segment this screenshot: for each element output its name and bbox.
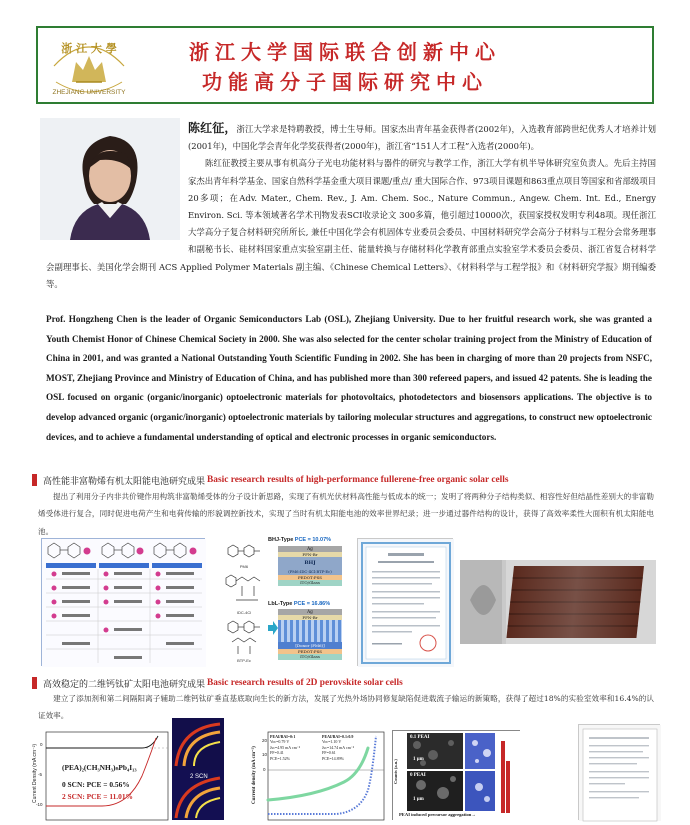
svg-text:BTP-Ec: BTP-Ec [237,658,251,663]
sem-images-figure [392,730,520,820]
device2-stack [278,609,342,660]
acceptor-structures-figure [222,538,266,666]
device2-lbl-layer [278,620,342,642]
device-structure-figure [268,537,348,667]
svg-text:浙 江 大 學: 浙 江 大 學 [61,42,117,55]
arrow-right-icon [268,621,278,635]
jv-curve-chart [32,726,170,820]
bio-english: Prof. Hongzheng Chen is the leader of Organic Semiconductors Lab (OSL), Zhejiang University. Due to her fruitful research work, she was granted a Youth Chemist Honor of Chinese Chemical Society in 2000. She was also selected for the center scholar training project from the Ministry of Education of China in 2001, and was granted a National Outstanding Youth Scientific Funding in 2002. She has been in charging of more than 20 projects from NSFC, MOST, Zhejiang Province and Ministry of Education of China, and has published more than 300 refereed papers, and issued 42 patents. She is leading the OSL focused on organic (organic/inorganic) optoelectronic materials for photovoltaics, photodetectors and biosensors applications. The objective is to develop advanced organic (organic/inorganic) optoelectronic materials by tailoring molecular structures and aggregations, to construct new optoelectronic devices, and to achieve a fundamental understanding of optical and electronic processes in organic semiconductors. [46,314,652,442]
section2-text: 建立了添加剂和第二间隔阳离子辅助二维钙钛矿垂直基底取向生长的新方法，发展了光热外场协同修复缺陷促进载流子输运的新策略，获得了超过18%的实验室效率和16.4%的认证效率。 [38,694,654,721]
device1-pce: PCE = 10.07% [294,537,332,543]
jv2-tick: 20 [262,738,268,743]
device1-layer: PEDOT:PSS [278,575,342,580]
section2-title-cn: 高效稳定的二维钙钛矿太阳电池研究成果 [43,679,206,690]
sem-scale-2: 1 μm [413,797,424,802]
flexible-module-photo [460,560,656,644]
section1-title-cn: 高性能非富勒烯有机太阳能电池研究成果 [43,476,206,487]
device1-layer: BHJ [278,557,342,569]
device1-stack [278,546,342,586]
svg-text:IDC-4Cl: IDC-4Cl [236,610,252,615]
sem-scale-1: 1 μm [413,757,424,762]
molecule-structures-figure [41,538,205,666]
header-title-line2: 功能高分子国际研究中心 [202,70,488,94]
device2-layer: PFN-Br [278,615,342,620]
jv-tick: 0 [40,742,43,747]
device1-title: BHJ-Type [268,537,294,543]
header-title-line1: 浙江大学国际联合创新中心 [189,40,501,64]
counts-ylabel: Counts (a.u.) [393,759,398,785]
section1-heading [32,473,509,487]
device2-title: LbL-Type [268,601,293,607]
jv-curve-chart-2 [252,730,386,820]
device2-pce: PCE = 16.86% [293,601,331,607]
giwaxs-label: 2 SCN [190,774,208,780]
jv2-legend-1: PEAI/BAI=0:1 Voc=0.79 V Jsc=4.95 mA cm⁻² FF=0.41 PCE=1.52% [270,734,301,761]
certificate-figure-2 [578,724,660,820]
jv2-legend-2: PEAI/BAI=0.1:0.9 Voc=1.10 V Jsc=14.74 mA cm⁻² FF=0.61 PCE=14.89% [322,734,355,761]
device2-layer: PEDOT:PSS [278,649,342,654]
jv2-ylabel: Current density (mA cm⁻²) [252,746,257,804]
legend-0scn: 0 SCN: PCE = 0.56% [62,780,130,789]
device1-layer: (PM6:IDC-4Cl:BTP-Ec) [278,569,342,575]
section1-title-en: Basic research results of high-performance fullerene-free organic solar cells [207,475,509,485]
device2-layer: Ag [278,609,342,615]
bio-chinese [46,120,656,293]
bio-cn-para1: 浙江大学求是特聘教授，博士生导师。国家杰出青年基金获得者(2002年)，入选教育部跨世纪优秀人才培养计划(2001年)，中国化学会青年化学奖获得者(2000年)，浙江省“151人才工程”入选者(2000年)。 [188,124,656,152]
jv2-tick: 10 [262,752,268,757]
section-marker [32,474,37,486]
bio-cn-para2: 陈红征教授主要从事有机高分子光电功能材料与器件的研究与教学工作，浙江大学有机半导体研究室负责人。先后主持国家杰出青年科学基金、国家自然科学基金重大项目课题/重点/ 重大国际合作、973项目课题和863重点项目等国家和省部级项目20多项；在Adv. Mater., Chem. Rev., J. Am. Chem. Soc., Nature Commun., Angew. Chem. Int. Ed., Energy Environ. Sci. 等本领域著名学术刊物发表SCI收录论文 300多篇，他引超过10000次，获国家授权发明专利48项。现任浙江大学高分子复合材料研究所所长, 兼任中国化学会有机固体专业委员会委员、中国材料研究学会高分子材料与工程分会常务理事和副秘书长、硅材料国家重点实验室副主任、能量转换与存储材料化学教育部重点实验室学术委员会委员、浙江省复合材料学会副理事长、美国化学会期刊 ACS Applied Polymer Materials 副主编、《Chinese Chemical Letters》、《材料科学与工程学报》和《材料研究学报》期刊编委等。 [46,158,656,289]
svg-text:ZHEJIANG UNIVERSITY: ZHEJIANG UNIVERSITY [52,89,126,96]
jv-tick: -10 [36,802,43,807]
header-box [36,26,654,104]
sem-label-2: 0 PEAI [410,773,426,778]
giwaxs-image [172,718,224,820]
legend-2scn: 2 SCN: PCE = 11.01% [62,792,133,801]
section1-text: 提出了利用分子内非共价键作用构筑非富勒烯受体的分子设计新思路，实现了有机光伏材料高性能与低成本的统一；发明了将两种分子结构类似、相容性好但结晶性差别大的非富勒烯受体进行复合，同时促进电荷产生和电荷传输的形貌调控新技术，实现了当时有机太阳能电池的效率世界纪录；进一步通过器件结构的设计，获得了高效率柔性大面积有机太阳能电池。 [38,492,654,536]
section2-heading [32,676,403,690]
device1-layer: PFN-Br [278,552,342,557]
jv-tick: -5 [38,772,43,777]
device2-layer: [Donor (PM6)] [278,642,342,649]
section2-title-en: Basic research results of 2D perovskite solar cells [207,678,403,688]
device1-layer: ITO/Glass [278,580,342,586]
device1-layer: Ag [278,546,342,552]
sem-label-1: 0.1 PEAI [410,735,430,740]
certificate-figure [357,538,453,666]
jv-ylabel: Current Density (mA cm⁻²) [32,743,38,803]
device2-layer: ITO/Glass [278,654,342,660]
section-marker [32,677,37,689]
jv2-tick: 0 [263,767,266,772]
person-name: 陈红征， [188,121,237,135]
sem-caption: PEAI induced precursor aggregation→ [399,812,476,817]
svg-text:PM6: PM6 [239,564,249,569]
perovskite-formula: (PEA)₂(CH₃NH₃)ₙPb₄I₁₃ [62,763,137,772]
